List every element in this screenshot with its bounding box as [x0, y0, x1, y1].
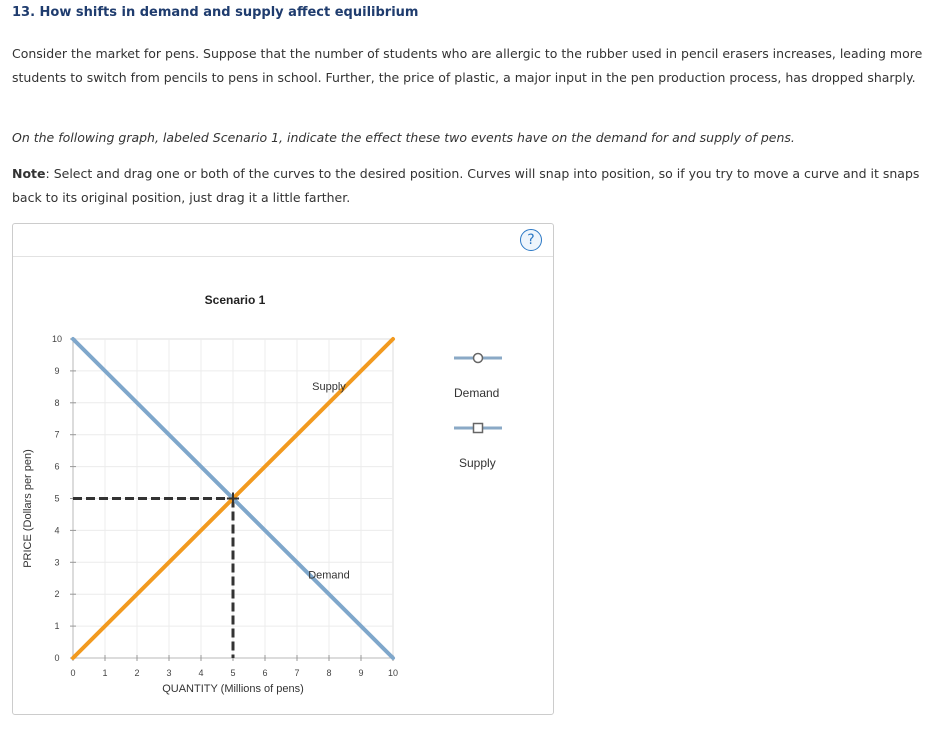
question-title: 13. How shifts in demand and supply affect equilibrium	[12, 5, 419, 20]
y-tick-label: 8	[54, 397, 60, 408]
x-tick-label: 1	[102, 668, 108, 678]
x-axis-label: QUANTITY (Millions of pens)	[162, 683, 304, 695]
x-tick-label: 6	[262, 668, 268, 678]
legend-demand-circle-icon[interactable]	[474, 354, 483, 363]
question-mark-icon[interactable]: ?	[520, 229, 542, 251]
y-tick-label: 5	[54, 493, 60, 504]
x-tick-label: 3	[166, 668, 172, 678]
y-tick-label: 4	[54, 525, 60, 536]
x-tick-label: 5	[230, 668, 236, 678]
instruction-text: On the following graph, labeled Scenario 1, indicate the effect these two events have on the demand for and supply of pens.	[12, 130, 795, 145]
y-tick-label: 6	[54, 461, 60, 472]
x-tick-label: 9	[358, 668, 364, 678]
y-tick-label: 1	[54, 621, 60, 632]
legend-label-supply: Supply	[459, 456, 496, 470]
x-tick-label: 10	[387, 668, 399, 678]
demand-curve-label: Demand	[308, 569, 350, 582]
scenario-description: Consider the market for pens. Suppose that the number of students who are allergic to the rubber used in pencil erasers increases, leading more students to switch from pencils to pens in school. Further, the price of plastic, a major input in the pen production process, has dropped sharply.	[12, 46, 923, 85]
x-tick-label: 2	[134, 668, 140, 678]
x-tick-label: 8	[326, 668, 332, 678]
y-tick-label: 9	[54, 365, 60, 376]
supply-curve-label: Supply	[312, 381, 346, 394]
graph-panel	[12, 223, 554, 715]
note-body: : Select and drag one or both of the curves to the desired position. Curves will snap into position, so if you try to move a curve and it snaps back to its original position, just drag it a little farther.	[12, 166, 920, 205]
y-tick-label: 2	[54, 589, 60, 600]
chart-title: Scenario 1	[204, 293, 266, 307]
y-tick-label: 10	[51, 334, 63, 344]
note-text	[12, 162, 937, 210]
x-tick-label: 7	[294, 668, 300, 678]
y-tick-label: 3	[54, 557, 60, 568]
x-tick-label: 4	[198, 668, 204, 678]
y-tick-label: 0	[54, 653, 60, 663]
legend-supply-square-icon[interactable]	[474, 424, 483, 433]
y-axis-label: PRICE (Dollars per pen)	[22, 449, 34, 568]
note-label: Note	[12, 166, 46, 181]
x-tick-label: 0	[70, 668, 76, 678]
y-tick-label: 7	[54, 429, 60, 440]
legend-label-demand: Demand	[454, 386, 500, 400]
